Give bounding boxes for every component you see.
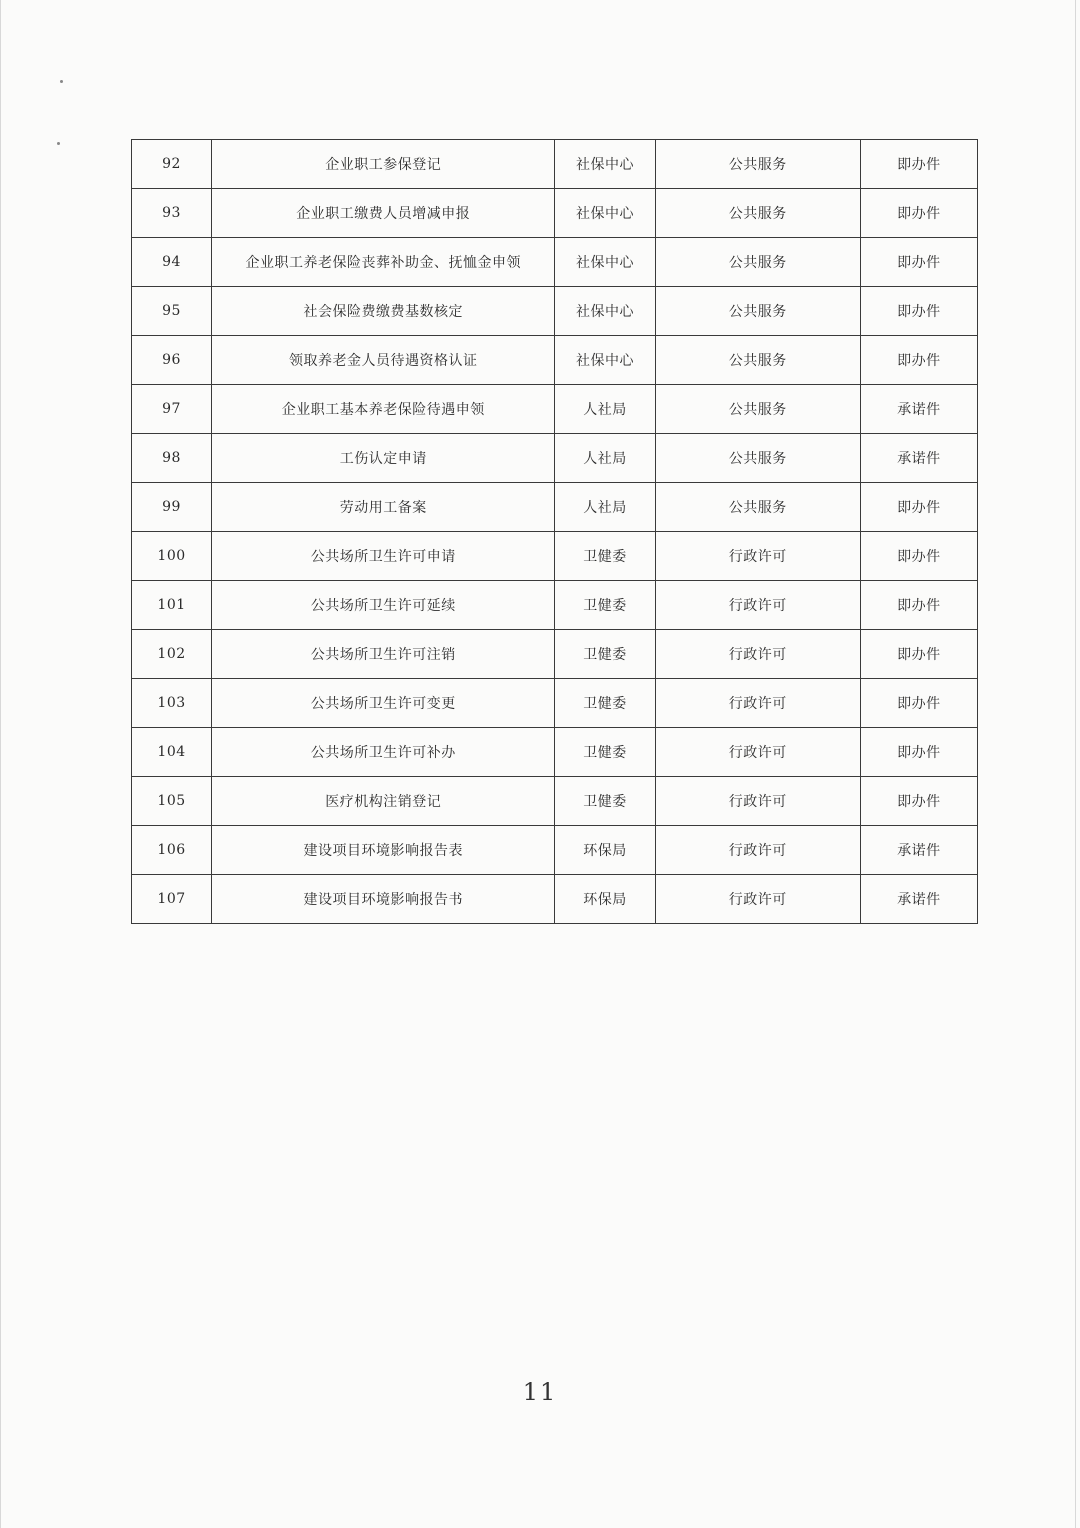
category-cell: 行政许可 [655, 826, 860, 875]
processing-mode-cell: 承诺件 [860, 875, 977, 924]
row-number-cell: 92 [132, 140, 212, 189]
category-cell: 行政许可 [655, 630, 860, 679]
table-row [132, 336, 978, 385]
table-row [132, 826, 978, 875]
processing-mode-cell: 即办件 [860, 189, 977, 238]
category-cell: 公共服务 [655, 140, 860, 189]
row-number-cell: 96 [132, 336, 212, 385]
row-number-cell: 101 [132, 581, 212, 630]
row-number-cell: 107 [132, 875, 212, 924]
table-row [132, 630, 978, 679]
category-cell: 公共服务 [655, 434, 860, 483]
department-cell: 社保中心 [555, 287, 655, 336]
row-number-cell: 97 [132, 385, 212, 434]
item-name-cell: 公共场所卫生许可延续 [212, 581, 555, 630]
category-cell: 公共服务 [655, 189, 860, 238]
table-row [132, 238, 978, 287]
scan-mark [57, 142, 60, 145]
processing-mode-cell: 承诺件 [860, 434, 977, 483]
row-number-cell: 106 [132, 826, 212, 875]
category-cell: 公共服务 [655, 238, 860, 287]
processing-mode-cell: 即办件 [860, 238, 977, 287]
department-cell: 卫健委 [555, 728, 655, 777]
category-cell: 行政许可 [655, 532, 860, 581]
department-cell: 社保中心 [555, 336, 655, 385]
item-name-cell: 企业职工基本养老保险待遇申领 [212, 385, 555, 434]
processing-mode-cell: 即办件 [860, 483, 977, 532]
table-row [132, 287, 978, 336]
table-row [132, 434, 978, 483]
department-cell: 社保中心 [555, 140, 655, 189]
row-number-cell: 93 [132, 189, 212, 238]
table-row [132, 728, 978, 777]
category-cell: 公共服务 [655, 336, 860, 385]
processing-mode-cell: 承诺件 [860, 385, 977, 434]
item-name-cell: 公共场所卫生许可变更 [212, 679, 555, 728]
row-number-cell: 102 [132, 630, 212, 679]
table-row [132, 777, 978, 826]
department-cell: 环保局 [555, 875, 655, 924]
department-cell: 卫健委 [555, 777, 655, 826]
department-cell: 卫健委 [555, 532, 655, 581]
table-row [132, 385, 978, 434]
scan-mark [60, 80, 63, 83]
table-row [132, 483, 978, 532]
item-name-cell: 公共场所卫生许可补办 [212, 728, 555, 777]
processing-mode-cell: 即办件 [860, 287, 977, 336]
processing-mode-cell: 即办件 [860, 777, 977, 826]
category-cell: 行政许可 [655, 875, 860, 924]
row-number-cell: 100 [132, 532, 212, 581]
category-cell: 行政许可 [655, 777, 860, 826]
row-number-cell: 104 [132, 728, 212, 777]
page-number: 11 [522, 1378, 558, 1406]
item-name-cell: 建设项目环境影响报告表 [212, 826, 555, 875]
item-name-cell: 企业职工缴费人员增减申报 [212, 189, 555, 238]
department-cell: 环保局 [555, 826, 655, 875]
page-edge-right [1075, 0, 1076, 1528]
row-number-cell: 98 [132, 434, 212, 483]
item-name-cell: 公共场所卫生许可注销 [212, 630, 555, 679]
row-number-cell: 103 [132, 679, 212, 728]
processing-mode-cell: 即办件 [860, 581, 977, 630]
page-edge-left [0, 0, 1, 1528]
row-number-cell: 95 [132, 287, 212, 336]
department-cell: 人社局 [555, 434, 655, 483]
item-name-cell: 社会保险费缴费基数核定 [212, 287, 555, 336]
category-cell: 行政许可 [655, 581, 860, 630]
table-row [132, 875, 978, 924]
category-cell: 公共服务 [655, 483, 860, 532]
row-number-cell: 105 [132, 777, 212, 826]
table-row [132, 140, 978, 189]
table-row [132, 581, 978, 630]
table-row [132, 679, 978, 728]
processing-mode-cell: 承诺件 [860, 826, 977, 875]
processing-mode-cell: 即办件 [860, 728, 977, 777]
category-cell: 行政许可 [655, 679, 860, 728]
department-cell: 卫健委 [555, 581, 655, 630]
processing-mode-cell: 即办件 [860, 630, 977, 679]
department-cell: 社保中心 [555, 238, 655, 287]
category-cell: 行政许可 [655, 728, 860, 777]
item-name-cell: 医疗机构注销登记 [212, 777, 555, 826]
row-number-cell: 94 [132, 238, 212, 287]
row-number-cell: 99 [132, 483, 212, 532]
table-row [132, 189, 978, 238]
category-cell: 公共服务 [655, 287, 860, 336]
processing-mode-cell: 即办件 [860, 532, 977, 581]
item-name-cell: 劳动用工备案 [212, 483, 555, 532]
processing-mode-cell: 即办件 [860, 336, 977, 385]
table-body [132, 140, 978, 924]
item-name-cell: 公共场所卫生许可申请 [212, 532, 555, 581]
item-name-cell: 建设项目环境影响报告书 [212, 875, 555, 924]
department-cell: 卫健委 [555, 679, 655, 728]
item-name-cell: 工伤认定申请 [212, 434, 555, 483]
department-cell: 卫健委 [555, 630, 655, 679]
department-cell: 人社局 [555, 385, 655, 434]
department-cell: 人社局 [555, 483, 655, 532]
item-name-cell: 领取养老金人员待遇资格认证 [212, 336, 555, 385]
item-name-cell: 企业职工养老保险丧葬补助金、抚恤金申领 [212, 238, 555, 287]
table-row [132, 532, 978, 581]
item-name-cell: 企业职工参保登记 [212, 140, 555, 189]
processing-mode-cell: 即办件 [860, 679, 977, 728]
processing-mode-cell: 即办件 [860, 140, 977, 189]
department-cell: 社保中心 [555, 189, 655, 238]
services-table [131, 139, 978, 924]
category-cell: 公共服务 [655, 385, 860, 434]
